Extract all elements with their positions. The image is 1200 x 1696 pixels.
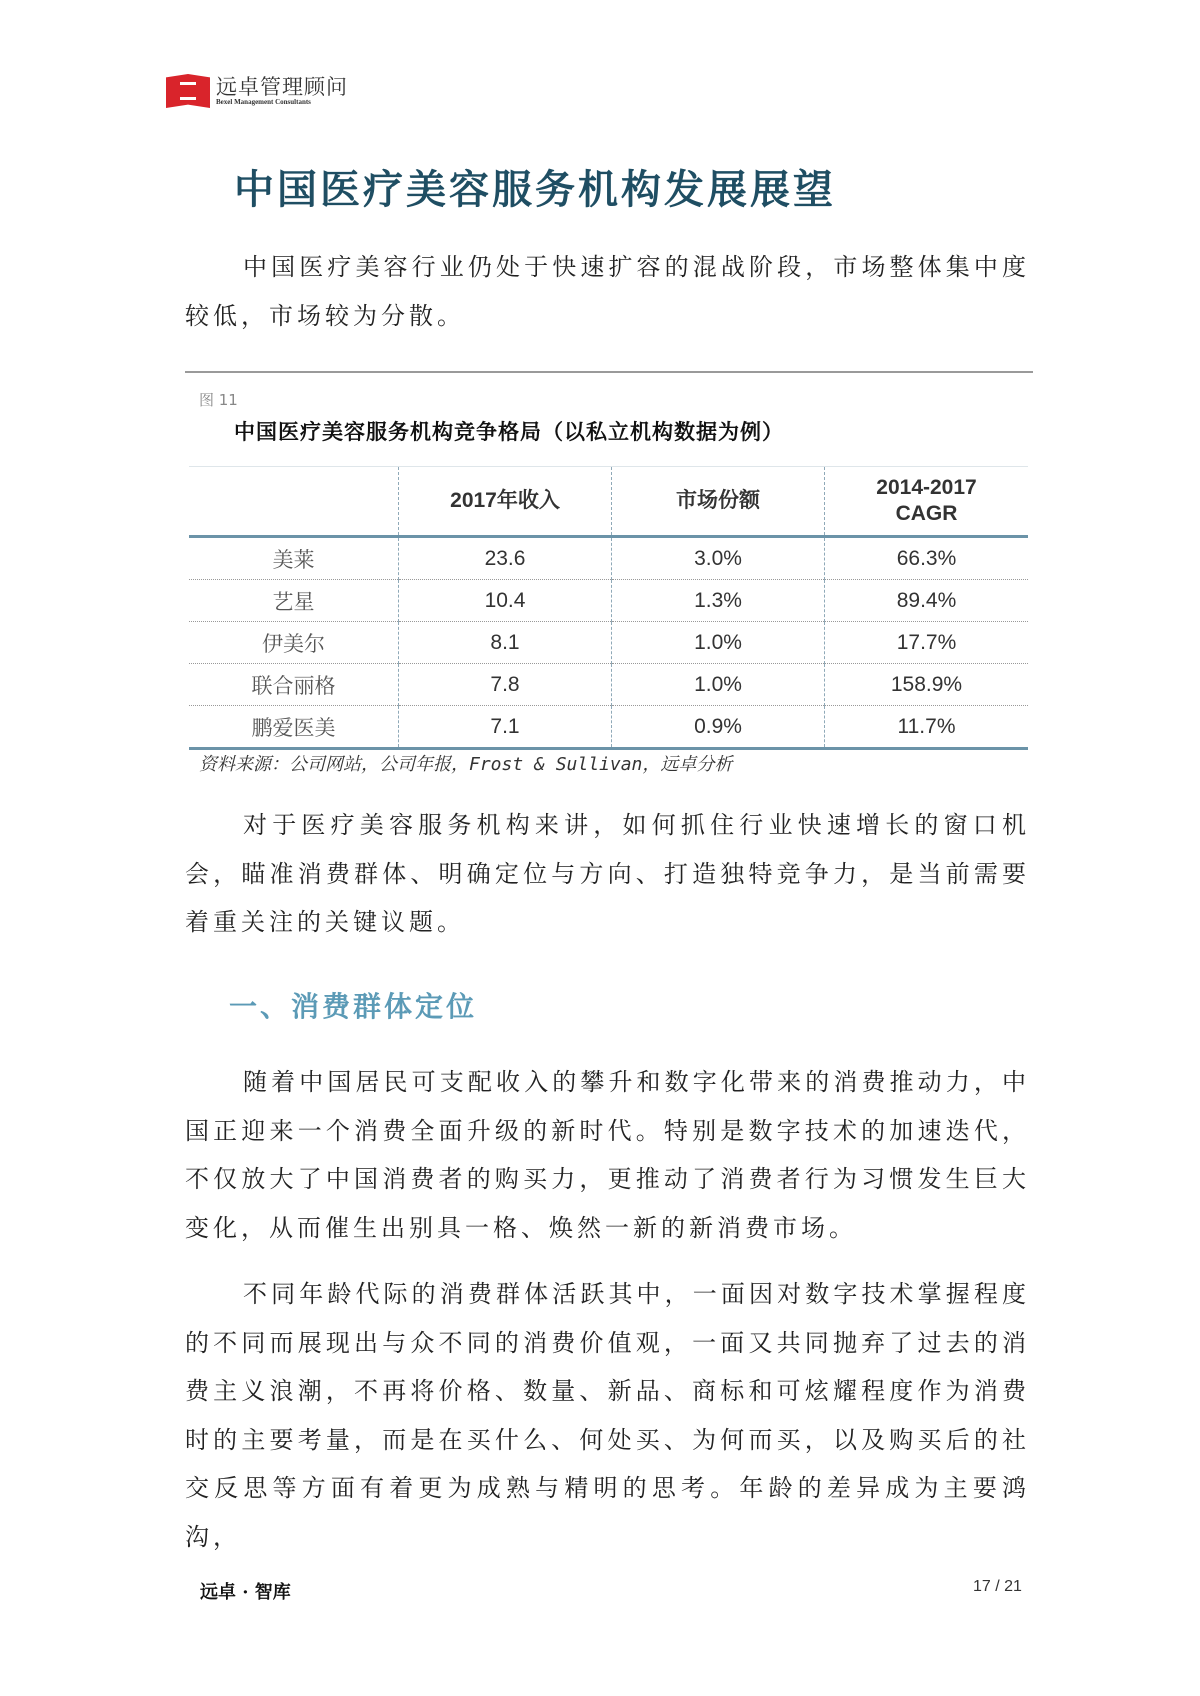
table-source: 资料来源：公司网站，公司年报，Frost & Sullivan，远卓分析 [199,754,733,775]
table-row [189,537,1028,580]
header-cell: 市场份额 [612,467,825,537]
section-heading: 一、消费群体定位 [229,990,478,1023]
table-cell: 89.4% [825,580,1029,622]
logo-mark-icon [166,74,210,108]
table-caption: 中国医疗美容服务机构竞争格局（以私立机构数据为例） [234,419,784,444]
paragraph [185,1270,1030,1561]
table-cell: 23.6 [399,537,612,580]
company-logo [166,74,348,108]
page-number: 17 / 21 [973,1578,1022,1595]
institution-name: 美莱 [189,537,399,580]
logo-text-cn: 远卓管理顾问 [216,75,348,99]
intro-text: 中国医疗美容行业仍处于快速扩容的混战阶段，市场整体集中度较低，市场较为分散。 [185,253,1030,330]
table-cell: 66.3% [825,537,1029,580]
table-cell: 7.8 [399,664,612,706]
table-cell: 3.0% [612,537,825,580]
table-cell: 7.1 [399,706,612,749]
table-row [189,580,1028,622]
header-cell [825,467,1029,537]
paragraph-text: 不同年龄代际的消费群体活跃其中，一面因对数字技术掌握程度的不同而展现出与众不同的消费价值观，一面又共同抛弃了过去的消费主义浪潮，不再将价格、数量、新品、商标和可炫耀程度作为消费时的主要考量，而是在买什么、何处买、为何而买，以及购买后的社交反思等方面有着更为成熟与精明的思考。年龄的差异成为主要鸿沟， [185,1280,1030,1551]
table-cell: 11.7% [825,706,1029,749]
paragraph-text: 对于医疗美容服务机构来讲，如何抓住行业快速增长的窗口机会，瞄准消费群体、明确定位与方向、打造独特竞争力，是当前需要着重关注的关键议题。 [185,811,1030,936]
header-cagr: 2014-2017 CAGR [876,476,977,525]
institution-name: 艺星 [189,580,399,622]
table-header-row [189,467,1028,537]
page-title: 中国医疗美容服务机构发展展望 [234,166,836,213]
divider [185,371,1033,373]
table-cell: 158.9% [825,664,1029,706]
institution-name: 伊美尔 [189,622,399,664]
paragraph [185,1058,1030,1252]
paragraph [185,801,1030,947]
table-cell: 1.0% [612,622,825,664]
figure-label: 图 11 [199,391,238,409]
table-cell: 0.9% [612,706,825,749]
table-cell: 17.7% [825,622,1029,664]
footer-brand: 远卓 · 智库 [200,1582,291,1603]
table-row [189,706,1028,749]
table-cell: 8.1 [399,622,612,664]
intro-paragraph [185,243,1030,340]
table-cell: 10.4 [399,580,612,622]
table-row [189,622,1028,664]
header-cell [189,467,399,537]
table-cell: 1.0% [612,664,825,706]
table-row [189,664,1028,706]
table-cell: 1.3% [612,580,825,622]
logo-text-en: Bexel Management Consultants [216,98,311,106]
header-cell: 2017年收入 [399,467,612,537]
paragraph-text: 随着中国居民可支配收入的攀升和数字化带来的消费推动力，中国正迎来一个消费全面升级的新时代。特别是数字技术的加速迭代，不仅放大了中国消费者的购买力，更推动了消费者行为习惯发生巨大变化，从而催生出别具一格、焕然一新的新消费市场。 [185,1068,1030,1242]
competition-table [189,466,1028,750]
institution-name: 联合丽格 [189,664,399,706]
institution-name: 鹏爱医美 [189,706,399,749]
